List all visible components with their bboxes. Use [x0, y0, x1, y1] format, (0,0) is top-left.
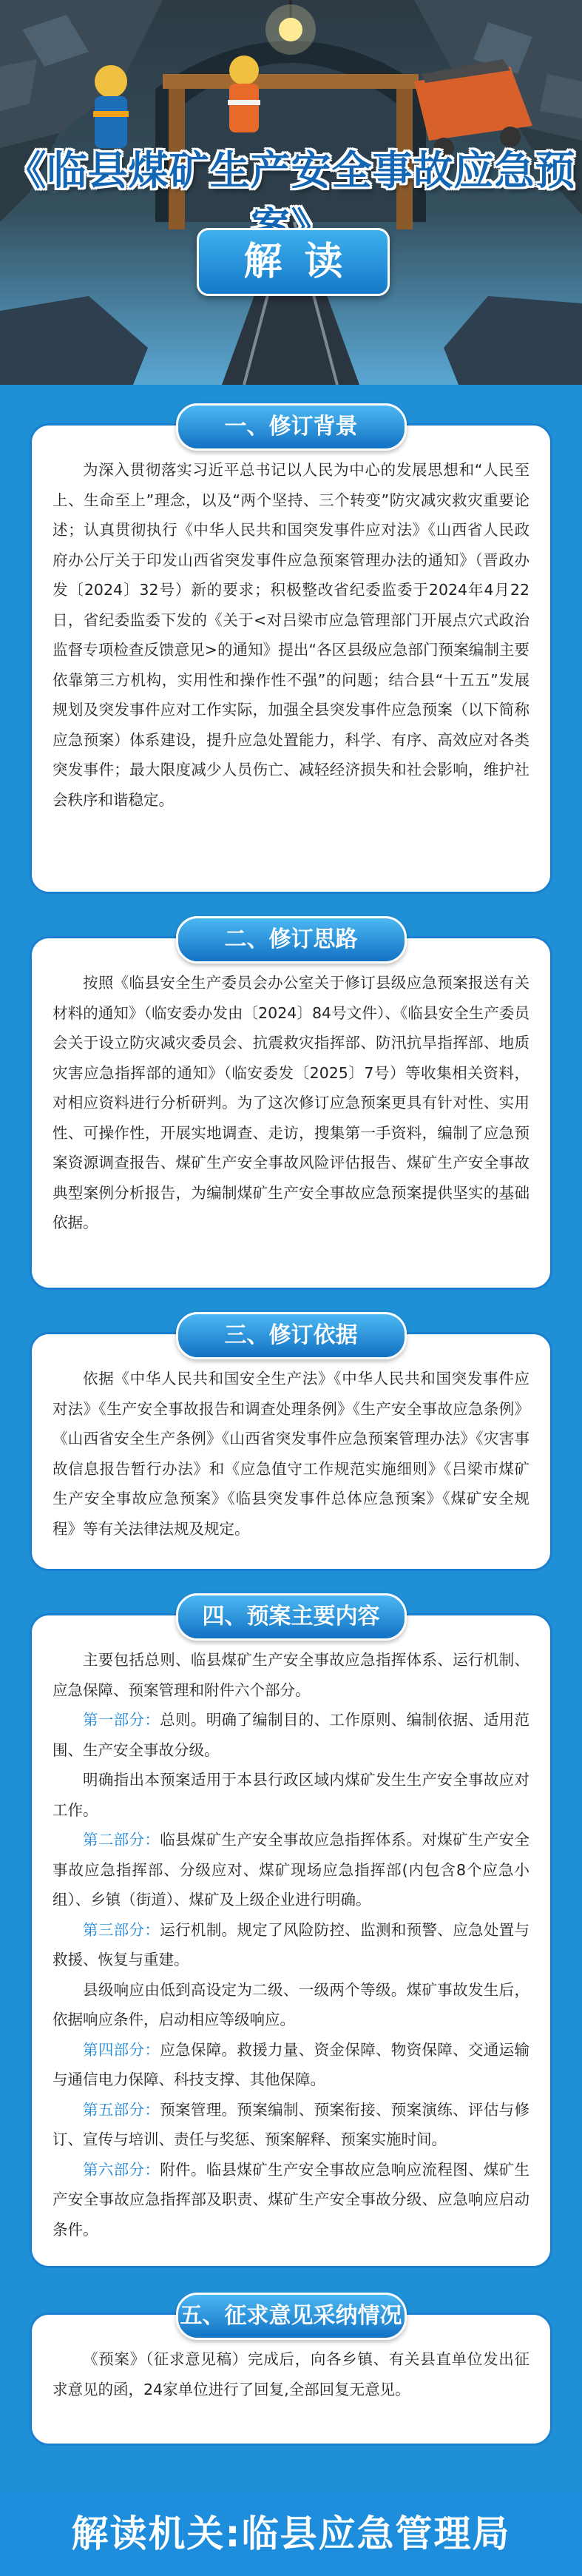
paragraph: 县级响应由低到高设定为二级、一级两个等级。煤矿事故发生后，依据响应条件，启动相应等级响应。 — [53, 1980, 529, 2028]
section-background — [30, 414, 552, 894]
issuing-authority: 解读机关:临县应急管理局 — [0, 2492, 582, 2576]
section-body — [53, 455, 529, 815]
section-body — [53, 968, 529, 1238]
section-heading: 四、预案主要内容 — [176, 1593, 407, 1641]
paragraph: 《预案》（征求意见稿）完成后，向各乡镇、有关县直单位发出征求意见的函，24家单位进行了回复,全部回复无意见。 — [53, 2350, 529, 2398]
section-heading: 五、征求意见采纳情况 — [176, 2293, 407, 2340]
section-main-content — [30, 1604, 552, 2268]
section-heading: 二、修订思路 — [176, 916, 407, 964]
paragraph: 第五部分：预案管理。预案编制、预案衔接、预案演练、评估与修订、宣传与培训、责任与奖惩、预案解释、预案实施时间。 — [53, 2100, 530, 2148]
section-body — [53, 1645, 529, 2244]
section-feedback — [30, 2303, 552, 2446]
section-heading: 一、修订背景 — [176, 403, 407, 451]
hero-banner — [0, 0, 582, 385]
paragraph: 第四部分：应急保障。救援力量、资金保障、物资保障、交通运输与通信电力保障、科技支撑、其他保障。 — [53, 2040, 530, 2088]
paragraph: 第三部分：运行机制。规定了风险防控、监测和预警、应急处置与救援、恢复与重建。 — [53, 1920, 530, 1968]
paragraph: 第二部分：临县煤矿生产安全事故应急指挥体系。对煤矿生产安全事故应急指挥部、分级应对、煤矿现场应急指挥部(内包含8个应急小组）、乡镇（街道）、煤矿及上级企业进行明确。 — [53, 1831, 530, 1909]
paragraph: 明确指出本预案适用于本县行政区域内煤矿发生生产安全事故应对工作。 — [53, 1771, 529, 1819]
paragraph: 第六部分：附件。临县煤矿生产安全事故应急响应流程图、煤矿生产安全事故应急指挥部及职责、煤矿生产安全事故分级、应急响应启动条件。 — [53, 2160, 530, 2239]
section-body — [53, 2344, 529, 2404]
section-basis — [30, 1322, 552, 1571]
paragraph: 主要包括总则、临县煤矿生产安全事故应急指挥体系、运行机制、应急保障、预案管理和附件六个部分。 — [53, 1651, 529, 1699]
section-heading: 三、修订依据 — [176, 1312, 407, 1359]
paragraph: 依据《中华人民共和国安全生产法》《中华人民共和国突发事件应对法》《生产安全事故报告和调查处理条例》《生产安全事故应急条例》《山西省安全生产条例》《山西省突发事件应急预案管理办法》《灾害事故信息报告暂行办法》和《应急值守工作规范实施细则》《吕梁市煤矿生产安全事故应急预案》《临县突发事件总体应急预案》《煤矿安全规程》等有关法律法规及规定。 — [53, 1370, 529, 1538]
section-body — [53, 1364, 529, 1544]
paragraph: 为深入贯彻落实习近平总书记以人民为中心的发展思想和“人民至上、生命至上”理念，以及“两个坚持、三个转变”防灾减灾救灾重要论述；认真贯彻执行《中华人民共和国突发事件应对法》《山西省人民政府办公厅关于印发山西省突发事件应急预案管理办法的通知》（晋政办发〔2024〕32号）新的要求；积极整改省纪委监委于2024年4月22日，省纪委监委下发的《关于<对吕梁市应急管理部门开展点穴式政治监督专项检查反馈意见>的通知》提出“各区县级应急部门预案编制主要依靠第三方机构，实用性和操作性不强”的问题；结合县“十五五”发展规划及突发事件应对工作实际，加强全县突发事件应急预案（以下简称应急预案）体系建设，提升应急处置能力，科学、有序、高效应对各类突发事件；最大限度减少人员伤亡、减轻经济损失和社会影响，维护社会秩序和谐稳定。 — [53, 461, 529, 809]
subtitle-badge: 解读 — [197, 228, 390, 296]
page-title: 《临县煤矿生产安全事故应急预 — [6, 147, 576, 194]
paragraph: 第一部分：总则。明确了编制目的、工作原则、编制依据、适用范围、生产安全事故分级。 — [53, 1711, 530, 1759]
section-approach — [30, 927, 552, 1290]
paragraph: 按照《临县安全生产委员会办公室关于修订县级应急预案报送有关材料的通知》（临安委办发由〔2024〕84号文件）、《临县安全生产委员会关于设立防灾减灾委员会、抗震救灾指挥部、防汛抗旱指挥部、地质灾害应急指挥部的通知》（临安委发〔2025〕7号）等收集相关资料，对相应资料进行分析研判。为了这次修订应急预案更具有针对性、实用性、可操作性，开展实地调查、走访，搜集第一手资料，编制了应急预案资源调查报告、煤矿生产安全事故风险评估报告、煤矿生产安全事故典型案例分析报告，为编制煤矿生产安全事故应急预案提供坚实的基础依据。 — [53, 974, 529, 1231]
